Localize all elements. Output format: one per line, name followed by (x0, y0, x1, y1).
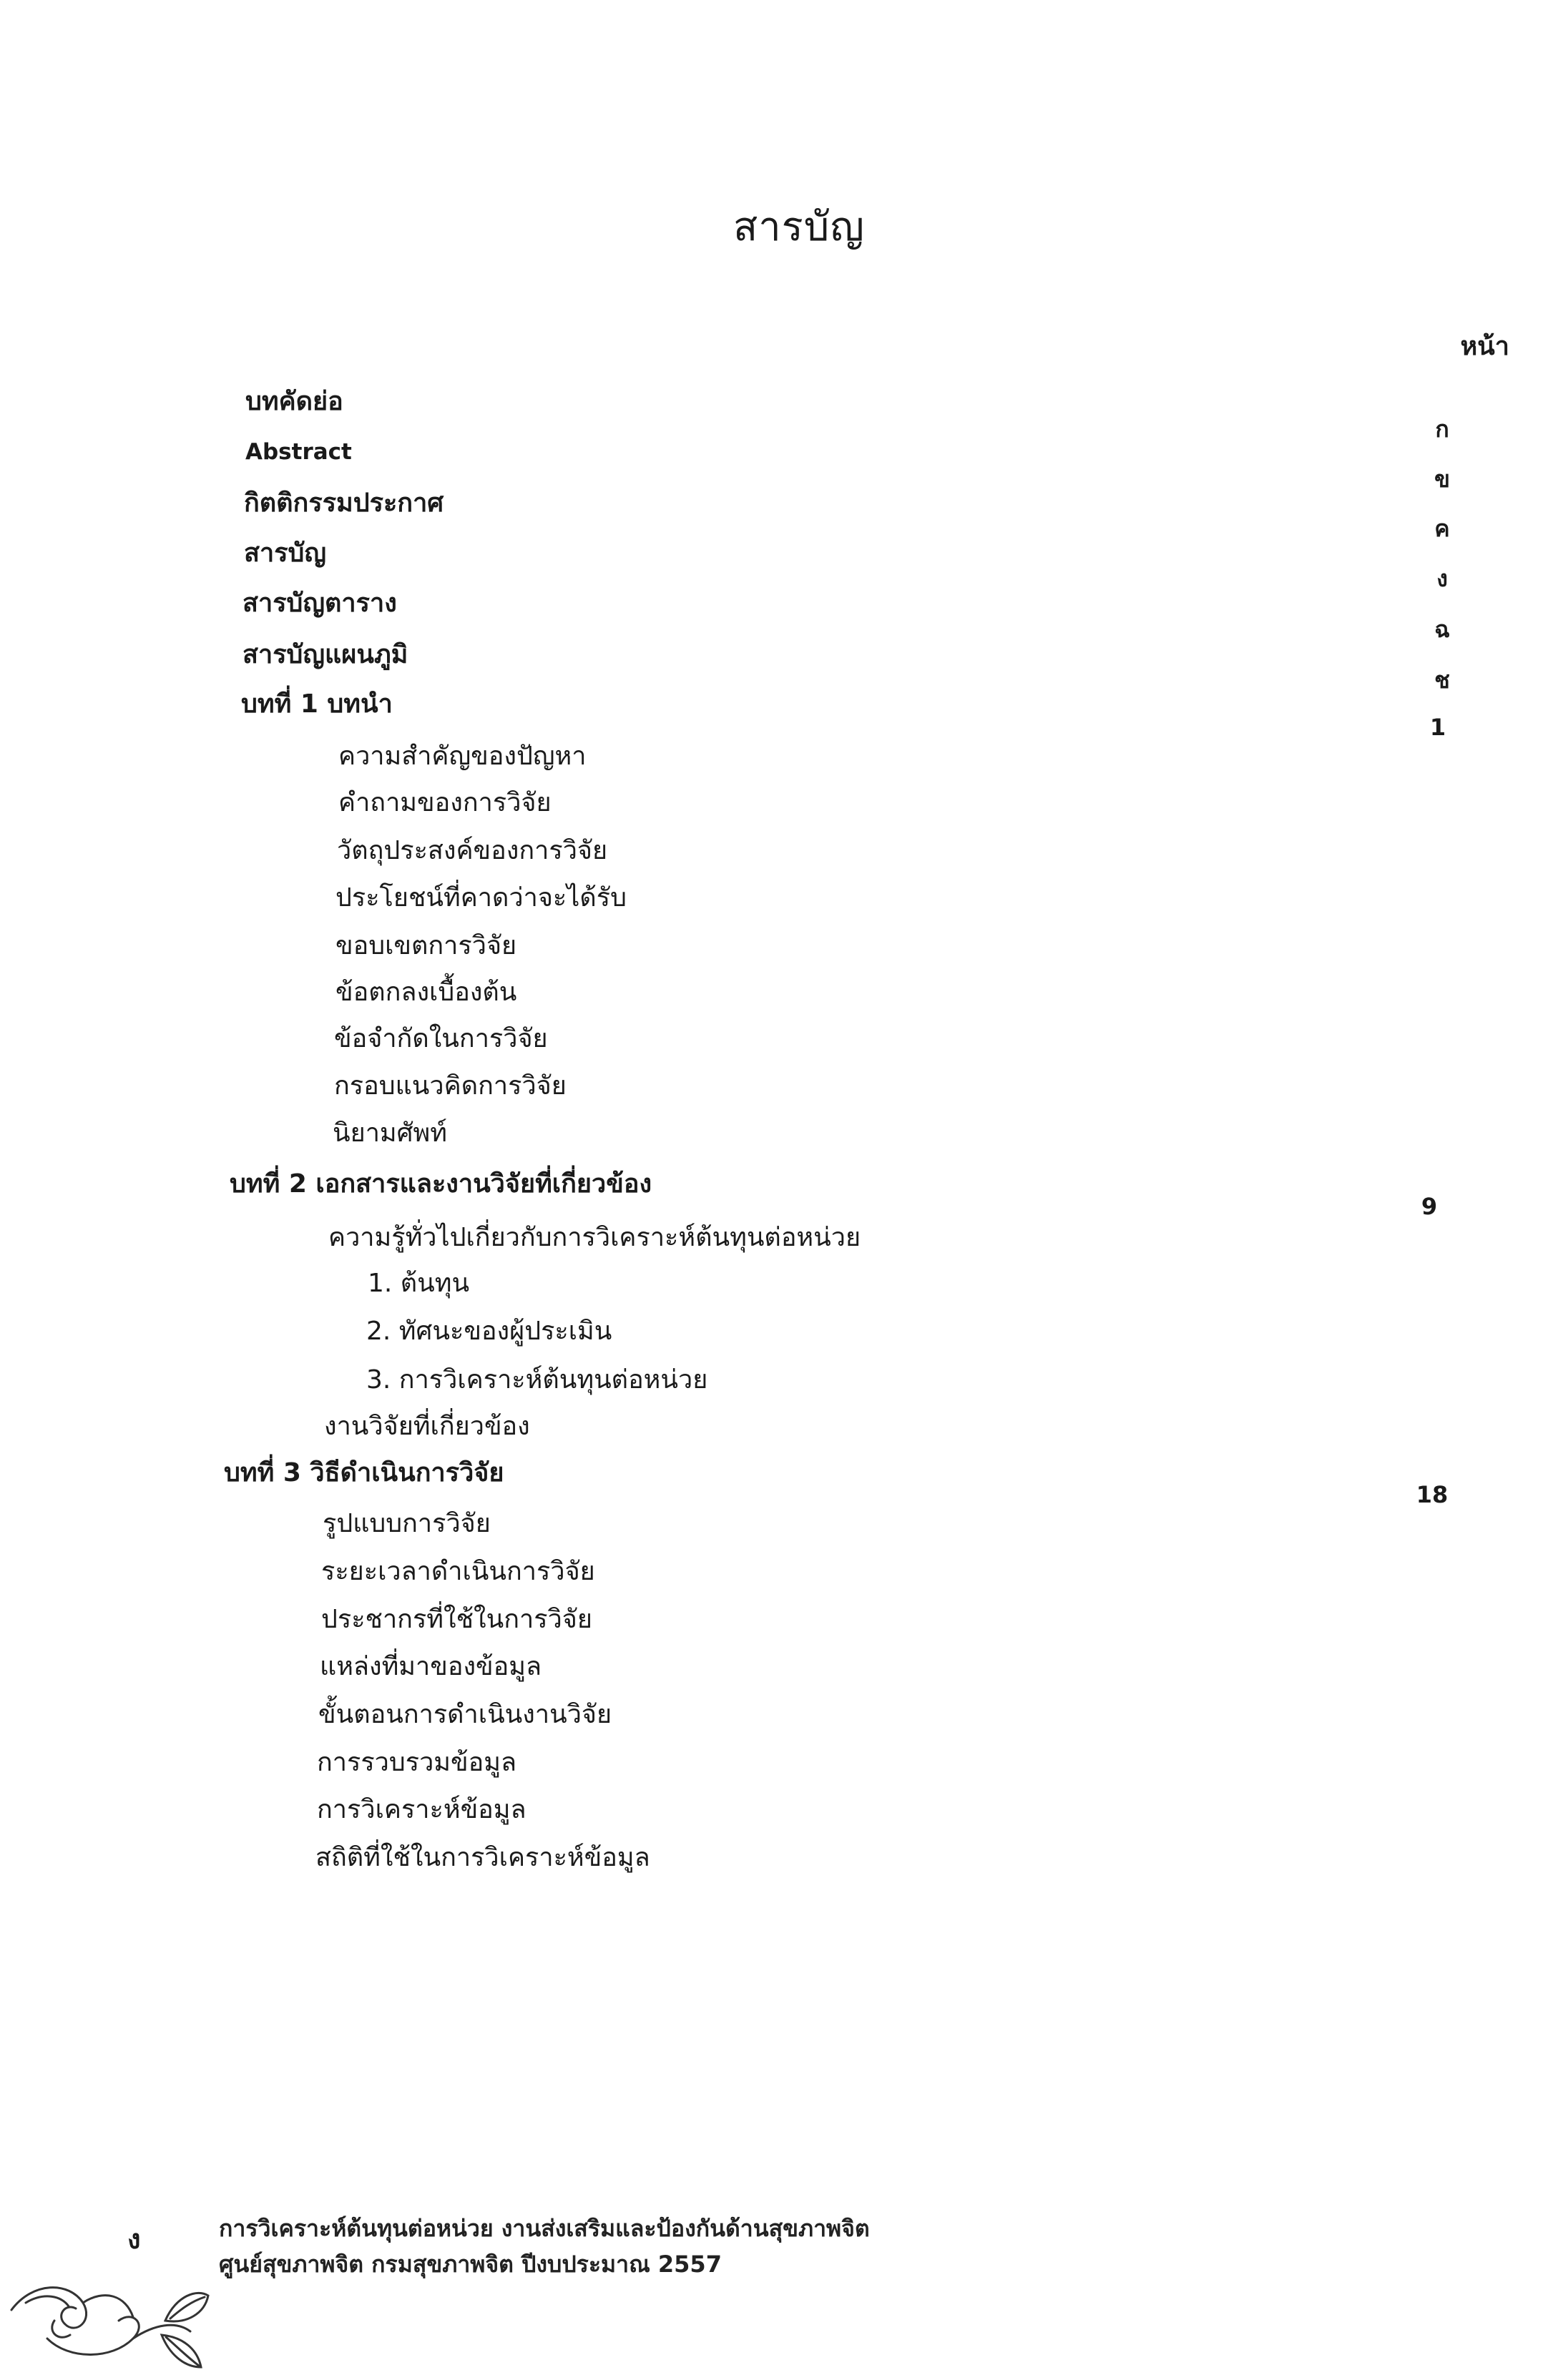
page-number: ช (1434, 667, 1450, 694)
toc-entry-ch2-cost[interactable]: 1. ต้นทุน (368, 1269, 470, 1298)
toc-entry-contents[interactable]: สารบัญ (244, 539, 327, 568)
toc-entry-ch2-unit-cost-analysis[interactable]: 3. การวิเคราะห์ต้นทุนต่อหน่วย (366, 1365, 708, 1395)
toc-entry-ch2-perspective[interactable]: 2. ทัศนะของผู้ประเมิน (366, 1317, 612, 1346)
toc-entry-ch3-data-sources[interactable]: แหล่งที่มาของข้อมูล (320, 1652, 542, 1681)
toc-entry-ch1-benefits[interactable]: ประโยชน์ที่คาดว่าจะได้รับ (335, 883, 627, 913)
page-number: ค (1434, 515, 1450, 542)
toc-entry-list-of-figures[interactable]: สารบัญแผนภูมิ (243, 640, 408, 669)
toc-entry-acknowledgement[interactable]: กิตติกรรมประกาศ (244, 488, 444, 518)
toc-entry-ch1-objectives[interactable]: วัตถุประสงค์ของการวิจัย (337, 836, 608, 865)
page-number: ข (1434, 466, 1450, 493)
toc-entry-abstract-en[interactable]: Abstract (245, 439, 352, 465)
toc-entry-abstract-th[interactable]: บทคัดย่อ (245, 387, 343, 416)
toc-entry-ch1-framework[interactable]: กรอบแนวคิดการวิจัย (334, 1071, 567, 1101)
toc-entry-chapter-1[interactable]: บทที่ 1 บทนำ (241, 689, 393, 719)
page-number: ง (1436, 565, 1448, 592)
toc-entry-ch3-population[interactable]: ประชากรที่ใช้ในการวิจัย (321, 1605, 592, 1634)
toc-entry-ch3-design[interactable]: รูปแบบการวิจัย (323, 1509, 491, 1538)
toc-entry-ch1-definitions[interactable]: นิยามศัพท์ (333, 1118, 447, 1148)
page-column-header: หน้า (1460, 332, 1509, 361)
toc-entry-ch3-procedure[interactable]: ขั้นตอนการดำเนินงานวิจัย (318, 1700, 612, 1729)
page-number: ฉ (1434, 616, 1450, 643)
toc-entry-ch3-data-analysis[interactable]: การวิเคราะห์ข้อมูล (317, 1795, 526, 1824)
toc-entry-ch3-duration[interactable]: ระยะเวลาดำเนินการวิจัย (321, 1557, 595, 1586)
page-number: 1 (1429, 714, 1446, 741)
toc-entry-ch3-data-collection[interactable]: การรวบรวมข้อมูล (317, 1748, 517, 1777)
toc-entry-ch1-significance[interactable]: ความสำคัญของปัญหา (338, 742, 587, 771)
toc-entry-ch1-scope[interactable]: ขอบเขตการวิจัย (335, 931, 517, 960)
toc-entry-ch1-questions[interactable]: คำถามของการวิจัย (338, 788, 552, 817)
toc-entry-ch2-related-research[interactable]: งานวิจัยที่เกี่ยวข้อง (324, 1412, 530, 1441)
toc-entry-ch2-unit-cost-knowledge[interactable]: ความรู้ทั่วไปเกี่ยวกับการวิเคราะห์ต้นทุนต่อหน่วย (328, 1223, 861, 1252)
toc-entry-chapter-3[interactable]: บทที่ 3 วิธีดำเนินการวิจัย (224, 1458, 504, 1488)
footer (219, 2211, 870, 2282)
footer-line-1: การวิเคราะห์ต้นทุนต่อหน่วย งานส่งเสริมและป้องกันด้านสุขภาพจิต (219, 2215, 870, 2242)
toc-entry-ch1-limitations[interactable]: ข้อจำกัดในการวิจัย (334, 1024, 548, 1053)
footer-page-letter: ง (127, 2223, 141, 2255)
toc-entry-ch3-statistics[interactable]: สถิติที่ใช้ในการวิเคราะห์ข้อมูล (315, 1843, 650, 1872)
toc-entry-list-of-tables[interactable]: สารบัญตาราง (243, 589, 397, 618)
leaf-swirl-ornament-icon (4, 2253, 212, 2374)
page-number: 18 (1416, 1481, 1449, 1508)
footer-line-2: ศูนย์สุขภาพจิต กรมสุขภาพจิต ปีงบประมาณ 2557 (219, 2250, 722, 2278)
toc-entry-ch1-assumptions[interactable]: ข้อตกลงเบื้องต้น (335, 978, 517, 1007)
toc-entry-chapter-2[interactable]: บทที่ 2 เอกสารและงานวิจัยที่เกี่ยวข้อง (230, 1169, 652, 1199)
page-number: 9 (1421, 1193, 1438, 1220)
page-number: ก (1435, 415, 1449, 443)
page-title: สารบัญ (733, 204, 865, 250)
